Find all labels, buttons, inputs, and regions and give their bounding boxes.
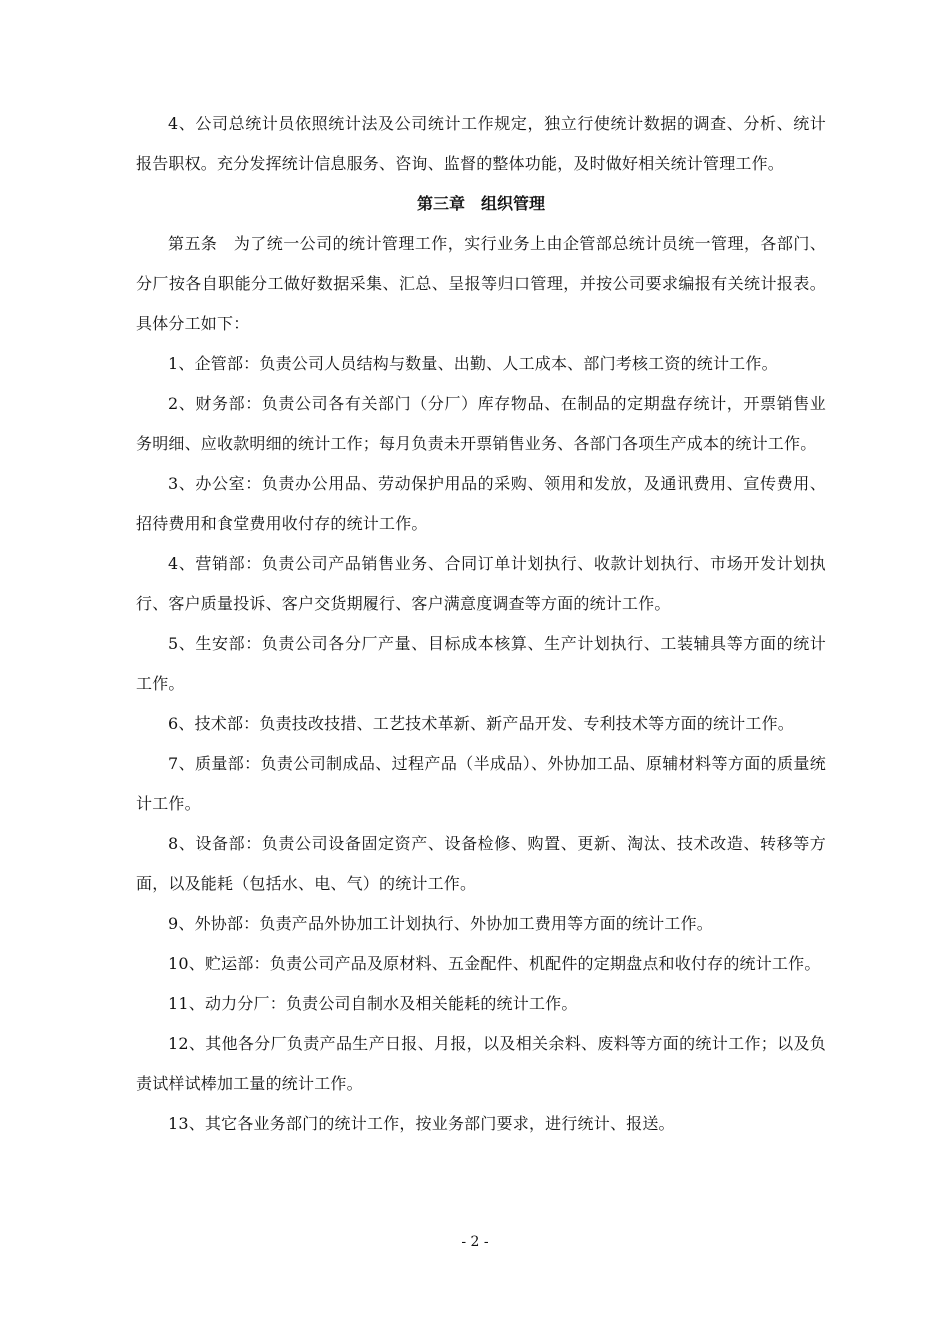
- paragraph-item-10: 10、贮运部：负责公司产品及原材料、五金配件、机配件的定期盘点和收付存的统计工作。: [168, 954, 821, 973]
- paragraph-article-5: 第五条 为了统一公司的统计管理工作，实行业务上由企管部总统计员统一管理，各部门、分厂按各自职能分工做好数据采集、汇总、呈报等归口管理，并按公司要求编报有关统计报表。具体分工如下：: [136, 234, 826, 333]
- paragraph-item-11: 11、动力分厂：负责公司自制水及相关能耗的统计工作。: [168, 994, 578, 1013]
- paragraph-item-1: 1、企管部：负责公司人员结构与数量、出勤、人工成本、部门考核工资的统计工作。: [168, 354, 778, 373]
- paragraph-item-13: 13、其它各业务部门的统计工作，按业务部门要求，进行统计、报送。: [168, 1114, 675, 1133]
- page-number: - 2 -: [461, 1234, 489, 1250]
- paragraph-item-7: 7、质量部：负责公司制成品、过程产品（半成品）、外协加工品、原辅材料等方面的质量统计工作。: [136, 754, 826, 813]
- paragraph-item-2: 2、财务部：负责公司各有关部门（分厂）库存物品、在制品的定期盘存统计，开票销售业务明细、应收款明细的统计工作；每月负责未开票销售业务、各部门各项生产成本的统计工作。: [136, 394, 826, 453]
- paragraph-item-9: 9、外协部：负责产品外协加工计划执行、外协加工费用等方面的统计工作。: [168, 914, 713, 933]
- paragraph-item-5: 5、生安部：负责公司各分厂产量、目标成本核算、生产计划执行、工装辅具等方面的统计工作。: [136, 634, 826, 693]
- paragraph-item-8: 8、设备部：负责公司设备固定资产、设备检修、购置、更新、淘汰、技术改造、转移等方面，以及能耗（包括水、电、气）的统计工作。: [136, 834, 826, 893]
- paragraph-item-4: 4、营销部：负责公司产品销售业务、合同订单计划执行、收款计划执行、市场开发计划执行、客户质量投诉、客户交货期履行、客户满意度调查等方面的统计工作。: [136, 554, 826, 613]
- paragraph-item-12: 12、其他各分厂负责产品生产日报、月报，以及相关余料、废料等方面的统计工作；以及负责试样试棒加工量的统计工作。: [136, 1034, 826, 1093]
- paragraph-item-3: 3、办公室：负责办公用品、劳动保护用品的采购、领用和发放，及通讯费用、宣传费用、招待费用和食堂费用收付存的统计工作。: [136, 474, 826, 533]
- document-body: [136, 104, 826, 1144]
- paragraph-item-6: 6、技术部：负责技改技措、工艺技术革新、新产品开发、专利技术等方面的统计工作。: [168, 714, 794, 733]
- chapter-title: 第三章 组织管理: [416, 194, 545, 213]
- paragraph-item-4-statistician: 4、公司总统计员依照统计法及公司统计工作规定，独立行使统计数据的调查、分析、统计报告职权。充分发挥统计信息服务、咨询、监督的整体功能，及时做好相关统计管理工作。: [136, 114, 826, 173]
